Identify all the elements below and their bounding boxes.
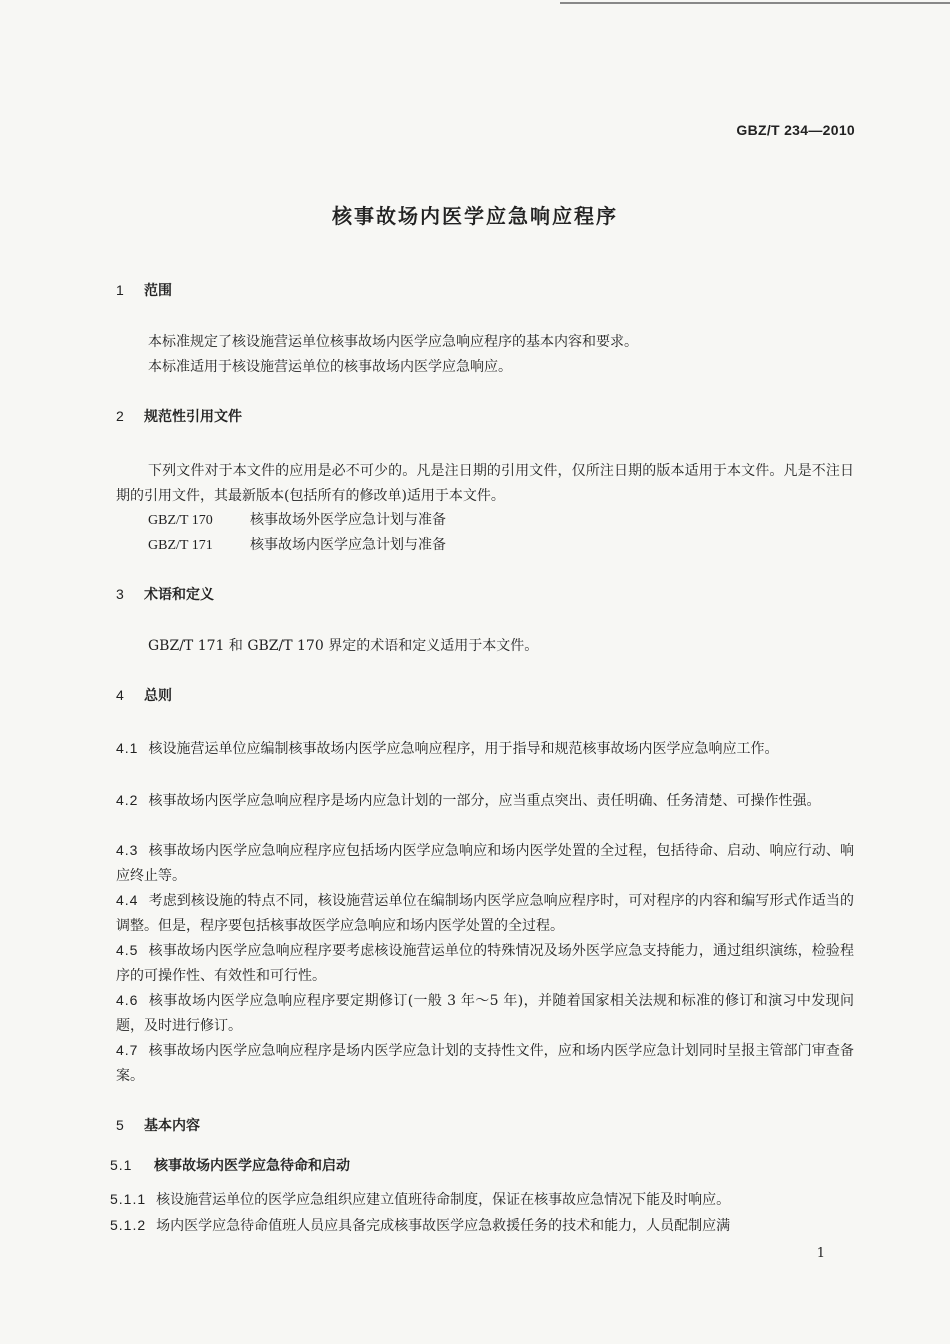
- clause-4-3: [116, 838, 854, 889]
- clause-number: 4.7: [116, 1042, 139, 1058]
- clause-text: 核设施营运单位应编制核事故场内医学应急响应程序，用于指导和规范核事故场内医学应急响应工作。: [148, 741, 779, 757]
- subsection-5-1-heading: [110, 1155, 350, 1175]
- clause-number: 5.1.1: [110, 1191, 147, 1207]
- section-number: 2: [116, 408, 124, 424]
- clause-4-2: [116, 788, 854, 814]
- section-number: 1: [116, 282, 124, 298]
- top-rule: [560, 2, 950, 4]
- clause-text: 核事故场内医学应急响应程序是场内医学应急计划的支持性文件，应和场内医学应急计划同时呈报主管部门审查备案。: [116, 1043, 854, 1084]
- clause-4-6: [116, 988, 854, 1039]
- section-number: 5: [116, 1117, 124, 1133]
- reference-item: [148, 534, 446, 554]
- paragraph: 本标准适用于核设施营运单位的核事故场内医学应急响应。: [148, 359, 512, 375]
- section-title: 基本内容: [144, 1118, 200, 1134]
- clause-number: 4.5: [116, 942, 139, 958]
- clause-text: 核事故场内医学应急响应程序是场内应急计划的一部分，应当重点突出、责任明确、任务清楚、可操作性强。: [148, 793, 821, 809]
- section-5-heading: [116, 1115, 200, 1135]
- clause-number: 4.4: [116, 892, 139, 908]
- section-number: 3: [116, 586, 124, 602]
- subsection-number: 5.1: [110, 1157, 133, 1173]
- clause-text: 核事故场内医学应急响应程序要考虑核设施营运单位的特殊情况及场外医学应急支持能力，通过组织演练，检验程序的可操作性、有效性和可行性。: [116, 943, 854, 984]
- clause-text: 核事故场内医学应急响应程序要定期修订(一般 3 年～5 年)，并随着国家相关法规和标准的修订和演习中发现问题，及时进行修订。: [116, 993, 854, 1034]
- section-4-heading: [116, 685, 172, 705]
- clause-number: 4.1: [116, 740, 139, 756]
- clause-text: 核事故场内医学应急响应程序应包括场内医学应急响应和场内医学处置的全过程，包括待命、启动、响应行动、响应终止等。: [116, 843, 854, 884]
- reference-code: GBZ/T 171: [148, 538, 213, 553]
- section-3-heading: [116, 584, 214, 604]
- clause-4-1: [116, 736, 854, 762]
- standard-code: GBZ/T 234—2010: [736, 122, 855, 138]
- section-2-heading: [116, 406, 242, 426]
- reference-code: GBZ/T 170: [148, 513, 213, 528]
- reference-title: 核事故场外医学应急计划与准备: [250, 512, 446, 528]
- clause-text: 核设施营运单位的医学应急组织应建立值班待命制度，保证在核事故应急情况下能及时响应。: [156, 1192, 731, 1208]
- clause-4-7: [116, 1038, 854, 1089]
- clause-4-5: [116, 938, 854, 989]
- section-title: 术语和定义: [144, 587, 214, 603]
- document-title: 核事故场内医学应急响应程序: [332, 204, 618, 228]
- reference-title: 核事故场内医学应急计划与准备: [250, 537, 446, 553]
- section-title: 总则: [144, 688, 172, 704]
- section-1-heading: [116, 280, 172, 300]
- paragraph: 下列文件对于本文件的应用是必不可少的。凡是注日期的引用文件，仅所注日期的版本适用于本文件。凡是不注日期的引用文件，其最新版本(包括所有的修改单)适用于本文件。: [116, 463, 854, 504]
- clause-text: 场内医学应急待命值班人员应具备完成核事故医学应急救援任务的技术和能力，人员配制应满: [156, 1218, 731, 1234]
- section-title: 规范性引用文件: [144, 409, 242, 425]
- clause-5-1-2: [110, 1213, 854, 1239]
- reference-item: [148, 509, 446, 529]
- subsection-title: 核事故场内医学应急待命和启动: [154, 1158, 350, 1174]
- clause-number: 5.1.2: [110, 1217, 147, 1233]
- clause-5-1-1: [110, 1187, 854, 1213]
- section-title: 范围: [144, 283, 172, 299]
- section-number: 4: [116, 687, 124, 703]
- paragraph: 本标准规定了核设施营运单位核事故场内医学应急响应程序的基本内容和要求。: [148, 334, 638, 350]
- clause-text: 考虑到核设施的特点不同，核设施营运单位在编制场内医学应急响应程序时，可对程序的内容和编写形式作适当的调整。但是，程序要包括核事故医学应急响应和场内医学处置的全过程。: [116, 893, 854, 934]
- clause-number: 4.2: [116, 792, 139, 808]
- clause-4-4: [116, 888, 854, 939]
- clause-number: 4.6: [116, 992, 139, 1008]
- paragraph: GBZ/T 171 和 GBZ/T 170 界定的术语和定义适用于本文件。: [148, 638, 539, 654]
- clause-number: 4.3: [116, 842, 139, 858]
- page-number: 1: [816, 1246, 825, 1261]
